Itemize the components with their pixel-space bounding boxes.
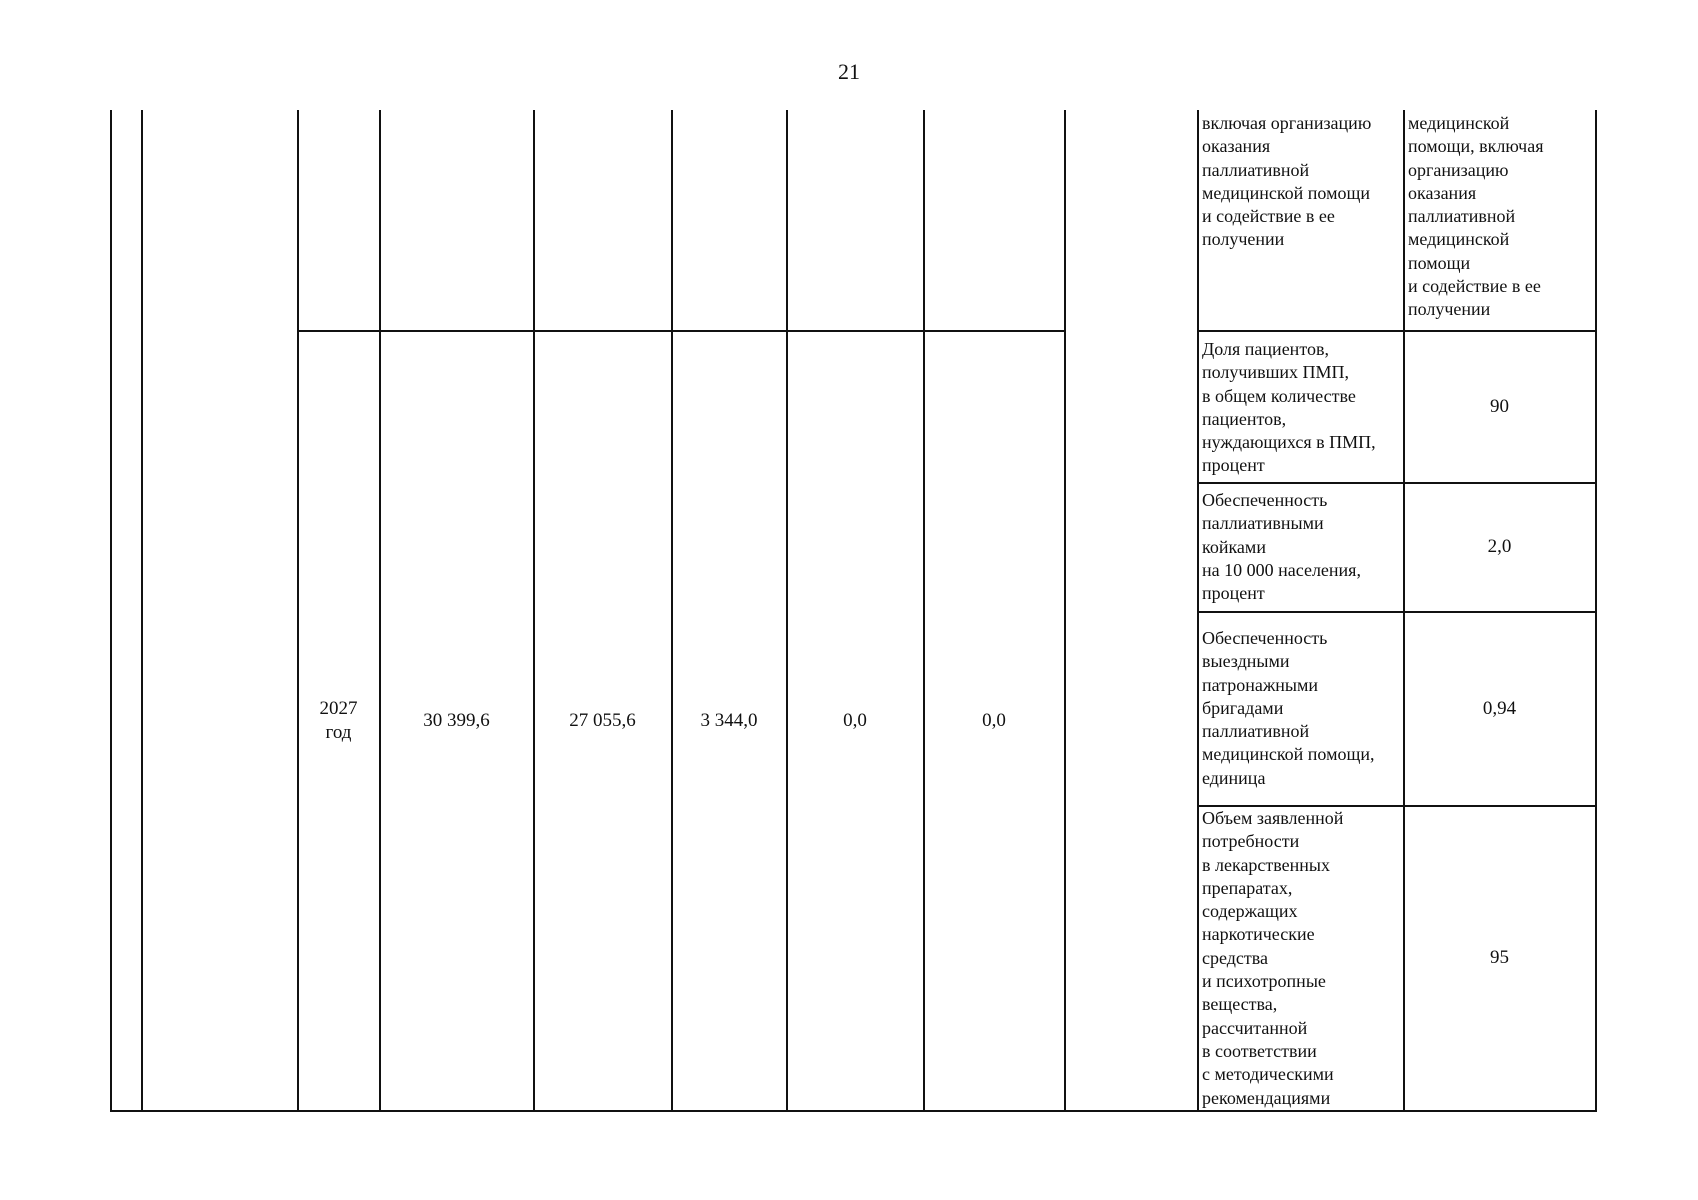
year-cell: 2027 год: [319, 697, 358, 743]
column-divider: [1064, 110, 1066, 1111]
table-border-left: [110, 110, 112, 1111]
page-number: 21: [838, 59, 860, 84]
indicator-name: Доля пациентов, получивших ПМП, в общем количестве пациентов, нуждающихся в ПМП, процент: [1202, 339, 1376, 476]
total-funding-cell: 30 399,6: [423, 709, 490, 731]
funding-cell: 0,0: [843, 709, 867, 731]
indicator-name: Обеспеченность паллиативными койками на 10 000 населения, процент: [1202, 490, 1361, 604]
column-divider: [141, 110, 143, 1111]
indicator-value: 95: [1490, 947, 1509, 968]
indicator-value: 0,94: [1482, 697, 1517, 719]
funding-cell: 0,0: [982, 709, 1006, 731]
table-border-bottom: [110, 1110, 1597, 1112]
indicator-value: 2,0: [1487, 536, 1512, 557]
indicator-value-continuation: медицинской помощи, включая организацию оказания паллиативной медицинской помощи и содействие в ее получении: [1408, 113, 1544, 320]
funding-cell: 27 055,6: [569, 709, 636, 731]
indicator-name-continuation: включая организацию оказания паллиативной медицинской помощи и содействие в ее получении: [1202, 113, 1372, 250]
indicator-name: Обеспеченность выездными патронажными бригадами паллиативной медицинской помощи, единица: [1202, 628, 1375, 788]
indicator-name: Объем заявленной потребности в лекарственных препаратах, содержащих наркотические средства и психотропные вещества, рассчитанной в соответствии с методическими рекомендациями: [1202, 808, 1344, 1108]
funding-cell: 3 344,0: [700, 709, 758, 731]
indicator-value: 90: [1490, 395, 1509, 417]
